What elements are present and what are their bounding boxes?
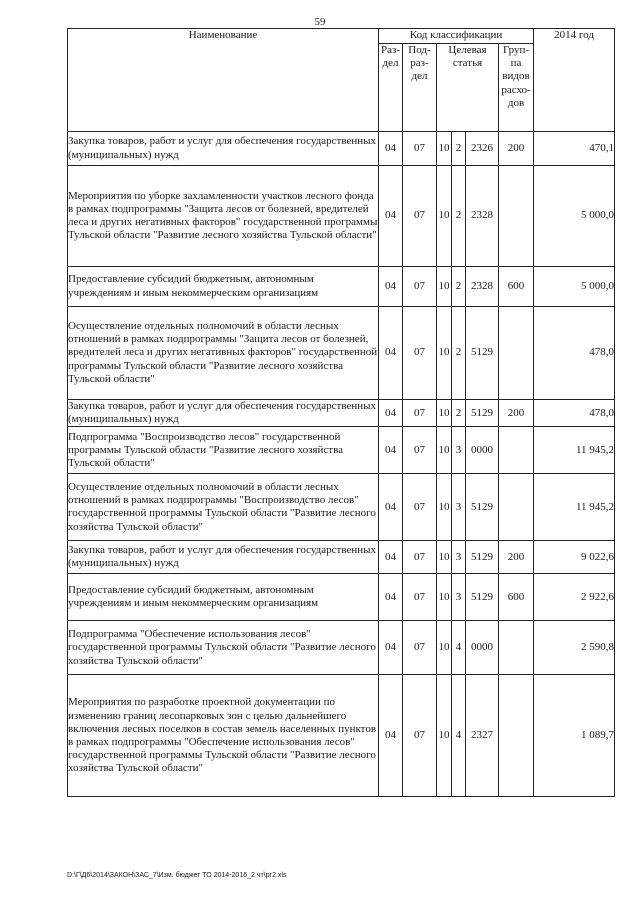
table-row xyxy=(68,307,615,400)
row-expense-group: 600 xyxy=(499,574,534,621)
table-row xyxy=(68,474,615,541)
row-target-program: 10 xyxy=(437,166,452,267)
table-row xyxy=(68,132,615,166)
row-razdel: 04 xyxy=(379,474,403,541)
row-expense-group xyxy=(499,427,534,474)
row-target-program: 10 xyxy=(437,621,452,675)
row-amount: 5 000,0 xyxy=(534,166,615,267)
row-target-subprogram: 4 xyxy=(452,675,466,797)
row-target-direction: 5129 xyxy=(466,574,499,621)
table-row xyxy=(68,675,615,797)
row-target-direction: 5129 xyxy=(466,400,499,427)
row-amount: 11 945,2 xyxy=(534,427,615,474)
row-target-program: 10 xyxy=(437,427,452,474)
header-podrazdel: Под- раз- дел xyxy=(403,44,437,132)
row-target-program: 10 xyxy=(437,132,452,166)
row-target-subprogram: 2 xyxy=(452,166,466,267)
row-target-subprogram: 2 xyxy=(452,307,466,400)
row-razdel: 04 xyxy=(379,267,403,307)
row-target-program: 10 xyxy=(437,307,452,400)
row-target-subprogram: 2 xyxy=(452,132,466,166)
row-expense-group xyxy=(499,307,534,400)
row-name: Подпрограмма "Воспроизводство лесов" государственной программы Тульской области "Развитие лесного хозяйства Тульской области" xyxy=(68,427,379,474)
row-podrazdel: 07 xyxy=(403,166,437,267)
row-name: Осуществление отдельных полномочий в области лесных отношений в рамках подпрограммы "Защита лесов от болезней, вредителей леса и других негативных факторов" государственной программы Тульской области "Развитие лесного хозяйства Тульской области" xyxy=(68,307,379,400)
row-expense-group xyxy=(499,675,534,797)
row-target-program: 10 xyxy=(437,267,452,307)
table-row xyxy=(68,574,615,621)
table-row xyxy=(68,166,615,267)
row-podrazdel: 07 xyxy=(403,400,437,427)
row-amount: 2 590,8 xyxy=(534,621,615,675)
header-year: 2014 год xyxy=(534,29,615,132)
row-target-direction: 2326 xyxy=(466,132,499,166)
row-expense-group xyxy=(499,166,534,267)
row-target-direction: 0000 xyxy=(466,621,499,675)
row-amount: 2 922,6 xyxy=(534,574,615,621)
row-razdel: 04 xyxy=(379,427,403,474)
row-amount: 11 945,2 xyxy=(534,474,615,541)
row-amount: 478,0 xyxy=(534,307,615,400)
row-podrazdel: 07 xyxy=(403,307,437,400)
row-name: Мероприятия по уборке захламленности участков лесного фонда в рамках подпрограммы "Защита лесов от болезней, вредителей леса и других негативных факторов" государственной программы Тульской области "Развитие лесного хозяйства Тульской области" xyxy=(68,166,379,267)
row-podrazdel: 07 xyxy=(403,574,437,621)
row-podrazdel: 07 xyxy=(403,427,437,474)
page-number: 59 xyxy=(314,16,326,28)
row-amount: 470,1 xyxy=(534,132,615,166)
row-amount: 5 000,0 xyxy=(534,267,615,307)
header-celevaya: Целевая статья xyxy=(437,44,499,132)
header-name: Наименование xyxy=(68,29,379,132)
row-razdel: 04 xyxy=(379,574,403,621)
row-target-subprogram: 3 xyxy=(452,474,466,541)
row-razdel: 04 xyxy=(379,307,403,400)
header-code-group: Код классификации xyxy=(379,29,534,44)
row-expense-group xyxy=(499,474,534,541)
row-expense-group: 200 xyxy=(499,541,534,574)
row-name: Предоставление субсидий бюджетным, автономным учреждениям и иным некоммерческим организациям xyxy=(68,267,379,307)
row-razdel: 04 xyxy=(379,132,403,166)
row-expense-group: 200 xyxy=(499,400,534,427)
row-razdel: 04 xyxy=(379,400,403,427)
row-expense-group: 600 xyxy=(499,267,534,307)
row-name: Закупка товаров, работ и услуг для обеспечения государственных (муниципальных) нужд xyxy=(68,400,379,427)
row-razdel: 04 xyxy=(379,621,403,675)
row-target-direction: 2328 xyxy=(466,267,499,307)
row-podrazdel: 07 xyxy=(403,267,437,307)
row-target-subprogram: 2 xyxy=(452,400,466,427)
row-amount: 9 022,6 xyxy=(534,541,615,574)
row-amount: 1 089,7 xyxy=(534,675,615,797)
row-target-subprogram: 3 xyxy=(452,574,466,621)
row-razdel: 04 xyxy=(379,541,403,574)
row-expense-group: 200 xyxy=(499,132,534,166)
row-target-direction: 5129 xyxy=(466,307,499,400)
row-name: Мероприятия по разработке проектной документации по изменению границ лесопарковых зон с целью дальнейшего включения лесных поселков в состав земель населенных пунктов в рамках подпрограммы "Обеспечение использования лесов" государственной программы Тульской области "Развитие лесного хозяйства Тульской области" xyxy=(68,675,379,797)
row-target-subprogram: 3 xyxy=(452,427,466,474)
row-target-subprogram: 2 xyxy=(452,267,466,307)
file-path-footer: D:\Г\Д6\2014\ЗАКОН\ЗАС_7\Изм. бюджет ТО 2014-2016_2 чт\рг2.xls xyxy=(67,872,287,879)
row-name: Подпрограмма "Обеспечение использования лесов" государственной программы Тульской области "Развитие лесного хозяйства Тульской области" xyxy=(68,621,379,675)
row-target-program: 10 xyxy=(437,675,452,797)
row-target-subprogram: 3 xyxy=(452,541,466,574)
row-target-program: 10 xyxy=(437,541,452,574)
header-razdel: Раз- дел xyxy=(379,44,403,132)
row-target-subprogram: 4 xyxy=(452,621,466,675)
row-name: Закупка товаров, работ и услуг для обеспечения государственных (муниципальных) нужд xyxy=(68,541,379,574)
row-target-direction: 2327 xyxy=(466,675,499,797)
row-target-direction: 5129 xyxy=(466,474,499,541)
row-podrazdel: 07 xyxy=(403,621,437,675)
row-target-direction: 2328 xyxy=(466,166,499,267)
row-razdel: 04 xyxy=(379,675,403,797)
table-row xyxy=(68,621,615,675)
table-row xyxy=(68,541,615,574)
row-target-program: 10 xyxy=(437,574,452,621)
row-podrazdel: 07 xyxy=(403,541,437,574)
row-target-program: 10 xyxy=(437,474,452,541)
row-expense-group xyxy=(499,621,534,675)
row-podrazdel: 07 xyxy=(403,474,437,541)
row-podrazdel: 07 xyxy=(403,132,437,166)
header-row xyxy=(68,29,615,44)
row-razdel: 04 xyxy=(379,166,403,267)
row-name: Предоставление субсидий бюджетным, автономным учреждениям и иным некоммерческим организациям xyxy=(68,574,379,621)
budget-table xyxy=(67,28,615,797)
row-target-direction: 5129 xyxy=(466,541,499,574)
row-target-direction: 0000 xyxy=(466,427,499,474)
table-row xyxy=(68,400,615,427)
row-podrazdel: 07 xyxy=(403,675,437,797)
row-amount: 478,0 xyxy=(534,400,615,427)
table-row xyxy=(68,427,615,474)
row-target-program: 10 xyxy=(437,400,452,427)
row-name: Закупка товаров, работ и услуг для обеспечения государственных (муниципальных) нужд xyxy=(68,132,379,166)
header-gruppa: Груп- па видов расхо- дов xyxy=(499,44,534,132)
table-row xyxy=(68,267,615,307)
row-name: Осуществление отдельных полномочий в области лесных отношений в рамках подпрограммы "Воспроизводство лесов" государственной программы Тульской области "Развитие лесного хозяйства Тульской области" xyxy=(68,474,379,541)
